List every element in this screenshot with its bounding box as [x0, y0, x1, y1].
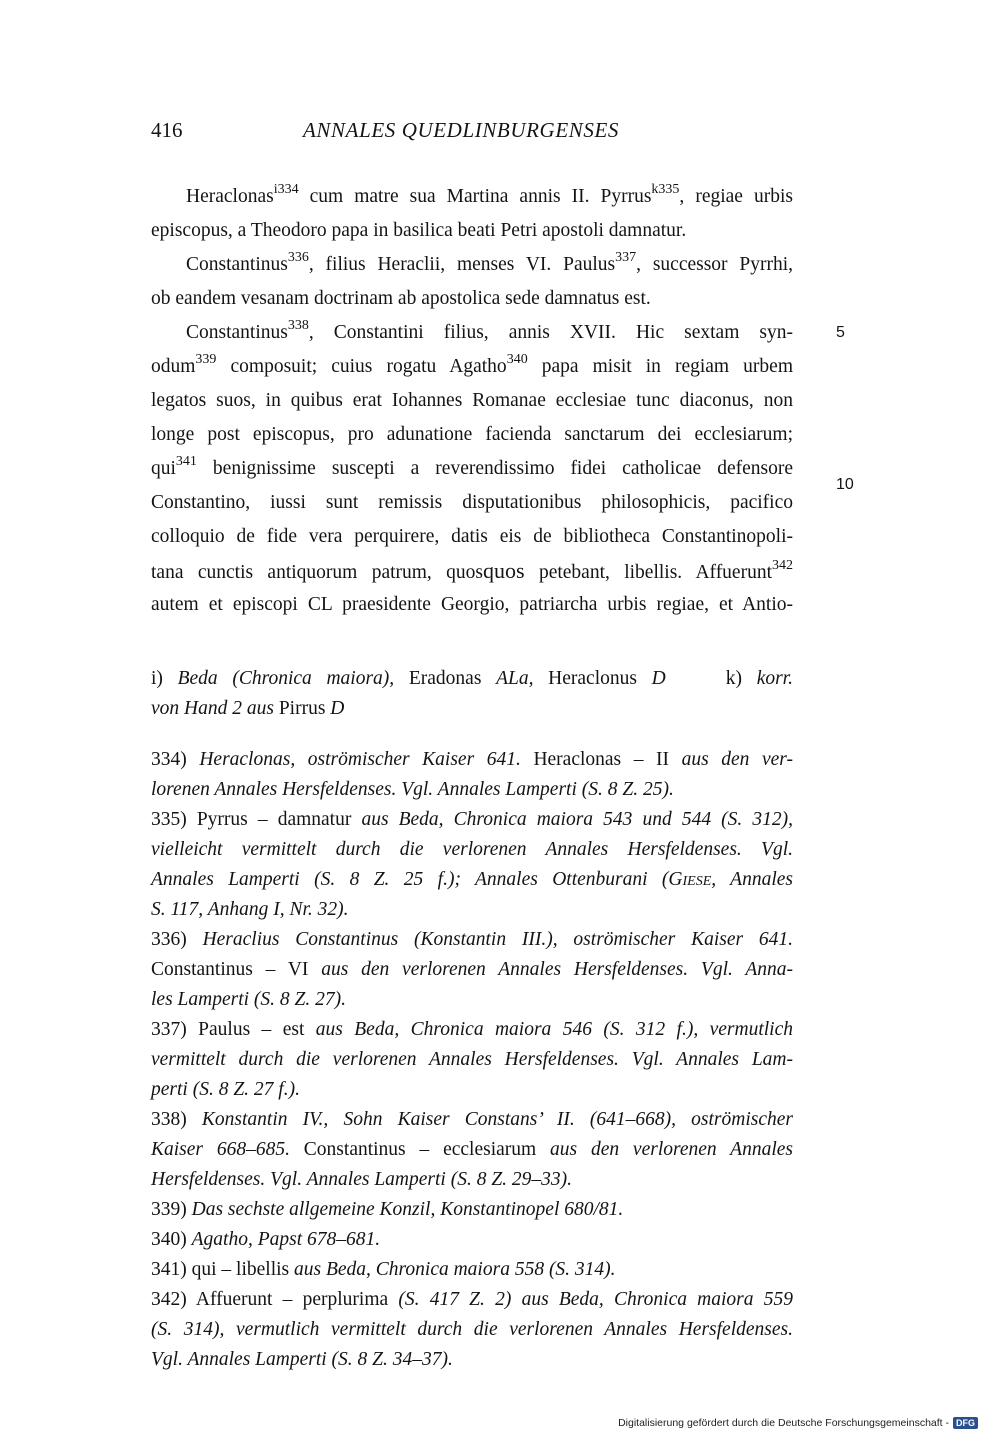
- footnote-ref: 342: [772, 557, 794, 573]
- text-line: episcopus, a Theodoro papa in basilica beati Petri apostoli damnatur.: [151, 220, 687, 241]
- line-number: 5: [836, 324, 845, 341]
- text-line: Constantinus$^{338}$, Constantini filius, annis XVII. Hic sextam syn-: [186, 317, 793, 343]
- page-number: 416: [151, 118, 183, 142]
- footnote-line: 340) Agatho, Papst 678–681.: [151, 1229, 381, 1250]
- funding-credit: [618, 1417, 978, 1429]
- footnote-line: (S. 314), vermutlich vermittelt durch die verlorenen Annales Hersfeldenses.: [151, 1319, 793, 1340]
- main-text: [151, 180, 793, 622]
- text-line: autem et episcopi CL praesidente Georgio, patriarcha urbis regiae, et Antio-: [151, 594, 793, 615]
- footnote-line: S. 117, Anhang I, Nr. 32).: [151, 899, 349, 920]
- footnote-line: 341) qui – libellis aus Beda, Chronica maiora 558 (S. 314).: [151, 1259, 616, 1280]
- footnote-ref: i334: [273, 181, 299, 197]
- footnote-line: Hersfeldenses. Vgl. Annales Lamperti (S. 8 Z. 29–33).: [151, 1169, 573, 1190]
- footnote-line: 338) Konstantin IV., Sohn Kaiser Constans’ II. (641–668), oströmischer: [151, 1109, 793, 1130]
- footnote-ref: 337: [615, 249, 637, 265]
- text-line: odum$^{339}$ composuit; cuius rogatu Agatho$^{340}$ papa misit in regiam urbem: [151, 351, 793, 377]
- footnote-ref: 338: [287, 317, 309, 333]
- text-line: legatos suos, in quibus erat Iohannes Romanae ecclesiae tunc diaconus, non: [151, 390, 793, 411]
- footnote-line: Annales Lamperti (S. 8 Z. 25 f.); Annales Ottenburani (Giese, Annales: [151, 869, 793, 890]
- critical-apparatus: [151, 664, 793, 724]
- apparatus-line: i) Beda (Chronica maiora), Eradonas ALa, Heraclonus D k) korr.: [151, 668, 793, 689]
- line-number: 10: [836, 476, 854, 493]
- text-line: qui$^{341}$ benignissime suscepti a reverendissimo fidei catholicae defensore: [151, 453, 793, 479]
- footnote-ref: 341: [175, 453, 197, 469]
- footnote-line: vermittelt durch die verlorenen Annales Hersfeldenses. Vgl. Annales Lam-: [151, 1049, 793, 1070]
- text-line: Heraclonas$^{i334}$ cum matre sua Martina annis II. Pyrrus$^{k335}$, regiae urbis: [186, 181, 793, 207]
- footnote-ref: k335: [651, 181, 680, 197]
- footnote-line: Kaiser 668–685. Constantinus – ecclesiarum aus den verlorenen Annales: [151, 1139, 793, 1160]
- text-line: tana cunctis antiquorum patrum, quosquos petebant, libellis. Affuerunt$^{342}$: [151, 557, 794, 583]
- footnote-line: 339) Das sechste allgemeine Konzil, Konstantinopel 680/81.: [151, 1199, 624, 1220]
- footnote-line: vielleicht vermittelt durch die verlorenen Annales Hersfeldenses. Vgl.: [151, 839, 793, 860]
- page-header: [151, 118, 801, 154]
- footnote-line: Constantinus – VI aus den verlorenen Annales Hersfeldenses. Vgl. Anna-: [151, 959, 793, 980]
- footnote-line: 335) Pyrrus – damnatur aus Beda, Chronica maiora 543 und 544 (S. 312),: [151, 809, 793, 830]
- footnote-ref: 336: [287, 249, 309, 265]
- footnote-line: 336) Heraclius Constantinus (Konstantin III.), oströmischer Kaiser 641.: [151, 929, 794, 950]
- credit-text: Digitalisierung gefördert durch die Deutsche Forschungsgemeinschaft -: [618, 1417, 949, 1429]
- footnote-ref: 340: [506, 351, 528, 367]
- footnote-line: lorenen Annales Hersfeldenses. Vgl. Annales Lamperti (S. 8 Z. 25).: [151, 779, 674, 800]
- footnote-line: Vgl. Annales Lamperti (S. 8 Z. 34–37).: [151, 1349, 453, 1370]
- footnote-line: 337) Paulus – est aus Beda, Chronica maiora 546 (S. 312 f.), vermutlich: [151, 1019, 793, 1040]
- footnote-line: les Lamperti (S. 8 Z. 27).: [151, 989, 346, 1010]
- footnote-line: 334) Heraclonas, oströmischer Kaiser 641. Heraclonas – II aus den ver-: [151, 749, 793, 770]
- footnote-ref: 339: [195, 351, 217, 367]
- text-line: Constantinus$^{336}$, filius Heraclii, menses VI. Paulus$^{337}$, successor Pyrrhi,: [186, 249, 794, 275]
- text-line: ob eandem vesanam doctrinam ab apostolica sede damnatus est.: [151, 288, 651, 309]
- running-title: ANNALES QUEDLINBURGENSES: [303, 118, 619, 142]
- text-line: colloquio de fide vera perquirere, datis eis de bibliotheca Constantinopoli-: [151, 526, 793, 547]
- text-line: longe post episcopus, pro adunatione facienda sanctarum dei ecclesiarum;: [151, 424, 793, 445]
- footnote-line: perti (S. 8 Z. 27 f.).: [151, 1079, 300, 1100]
- apparatus-line: von Hand 2 aus Pirrus D: [151, 698, 345, 719]
- text-line: Constantino, iussi sunt remissis disputationibus philosophicis, pacifico: [151, 492, 793, 513]
- dfg-logo-icon: DFG: [953, 1417, 978, 1429]
- footnote-line: 342) Affuerunt – perplurima (S. 417 Z. 2) aus Beda, Chronica maiora 559: [151, 1289, 793, 1310]
- footnotes: [151, 745, 793, 1375]
